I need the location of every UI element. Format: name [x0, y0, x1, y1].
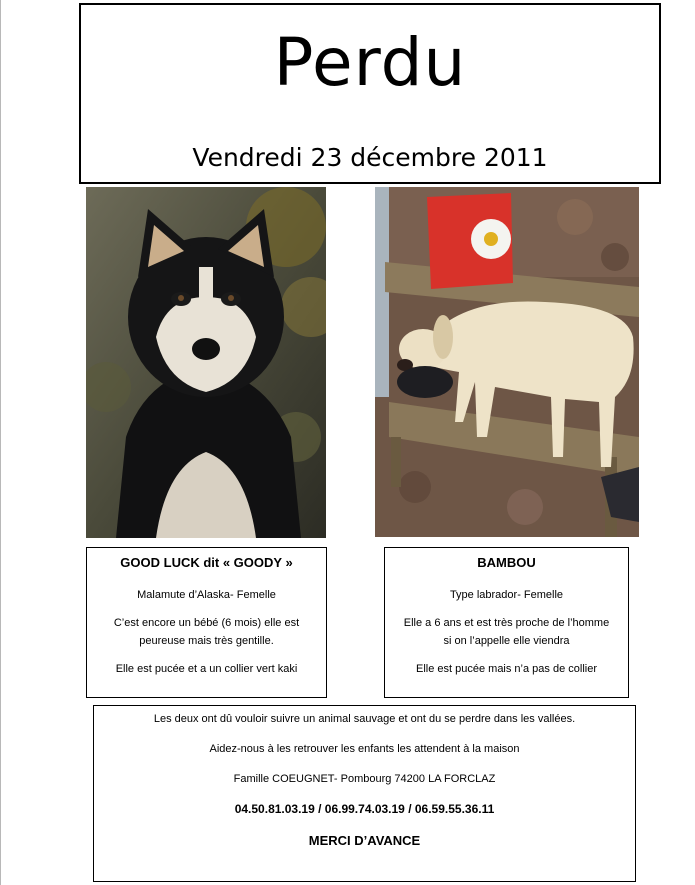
bambou-info-box: [384, 547, 629, 698]
goody-info-box: [86, 547, 327, 698]
bambou-description-line-1: Elle a 6 ans et est très proche de l’homme: [403, 617, 610, 629]
bambou-breed: Type labrador- Femelle: [449, 589, 564, 601]
story-text: Les deux ont dû vouloir suivre un animal sauvage et ont du se perdre dans les vallées.: [153, 713, 576, 725]
contact-box: [93, 705, 636, 882]
page-title: Perdu: [273, 24, 467, 101]
goody-breed: Malamute d’Alaska- Femelle: [137, 589, 276, 601]
goody-chip: Elle est pucée et a un collier vert kaki: [115, 663, 298, 675]
thanks-text: MERCI D’AVANCE: [308, 833, 421, 848]
goody-name: GOOD LUCK dit « GOODY »: [120, 555, 293, 570]
goody-description: [87, 614, 326, 650]
help-text: Aidez-nous à les retrouver les enfants les attendent à la maison: [209, 743, 520, 755]
phone-numbers: 04.50.81.03.19 / 06.99.74.03.19 / 06.59.55.36.11: [234, 802, 495, 816]
page-edge: [0, 0, 1, 885]
bambou-chip: Elle est pucée mais n’a pas de collier: [416, 663, 597, 675]
husky-photo: [86, 187, 326, 538]
bambou-description-line-2: si on l’appelle elle viendra: [443, 635, 570, 647]
lost-date: Vendredi 23 décembre 2011: [192, 143, 548, 172]
goody-description-line-1: C’est encore un bébé (6 mois) elle est: [113, 617, 300, 629]
header-box: [79, 3, 661, 184]
bambou-description: [385, 614, 628, 650]
labrador-photo: [375, 187, 639, 537]
bambou-name: BAMBOU: [477, 555, 536, 570]
goody-description-line-2: peureuse mais très gentille.: [139, 635, 274, 647]
family-address: Famille COEUGNET- Pombourg 74200 LA FORCLAZ: [233, 773, 496, 785]
